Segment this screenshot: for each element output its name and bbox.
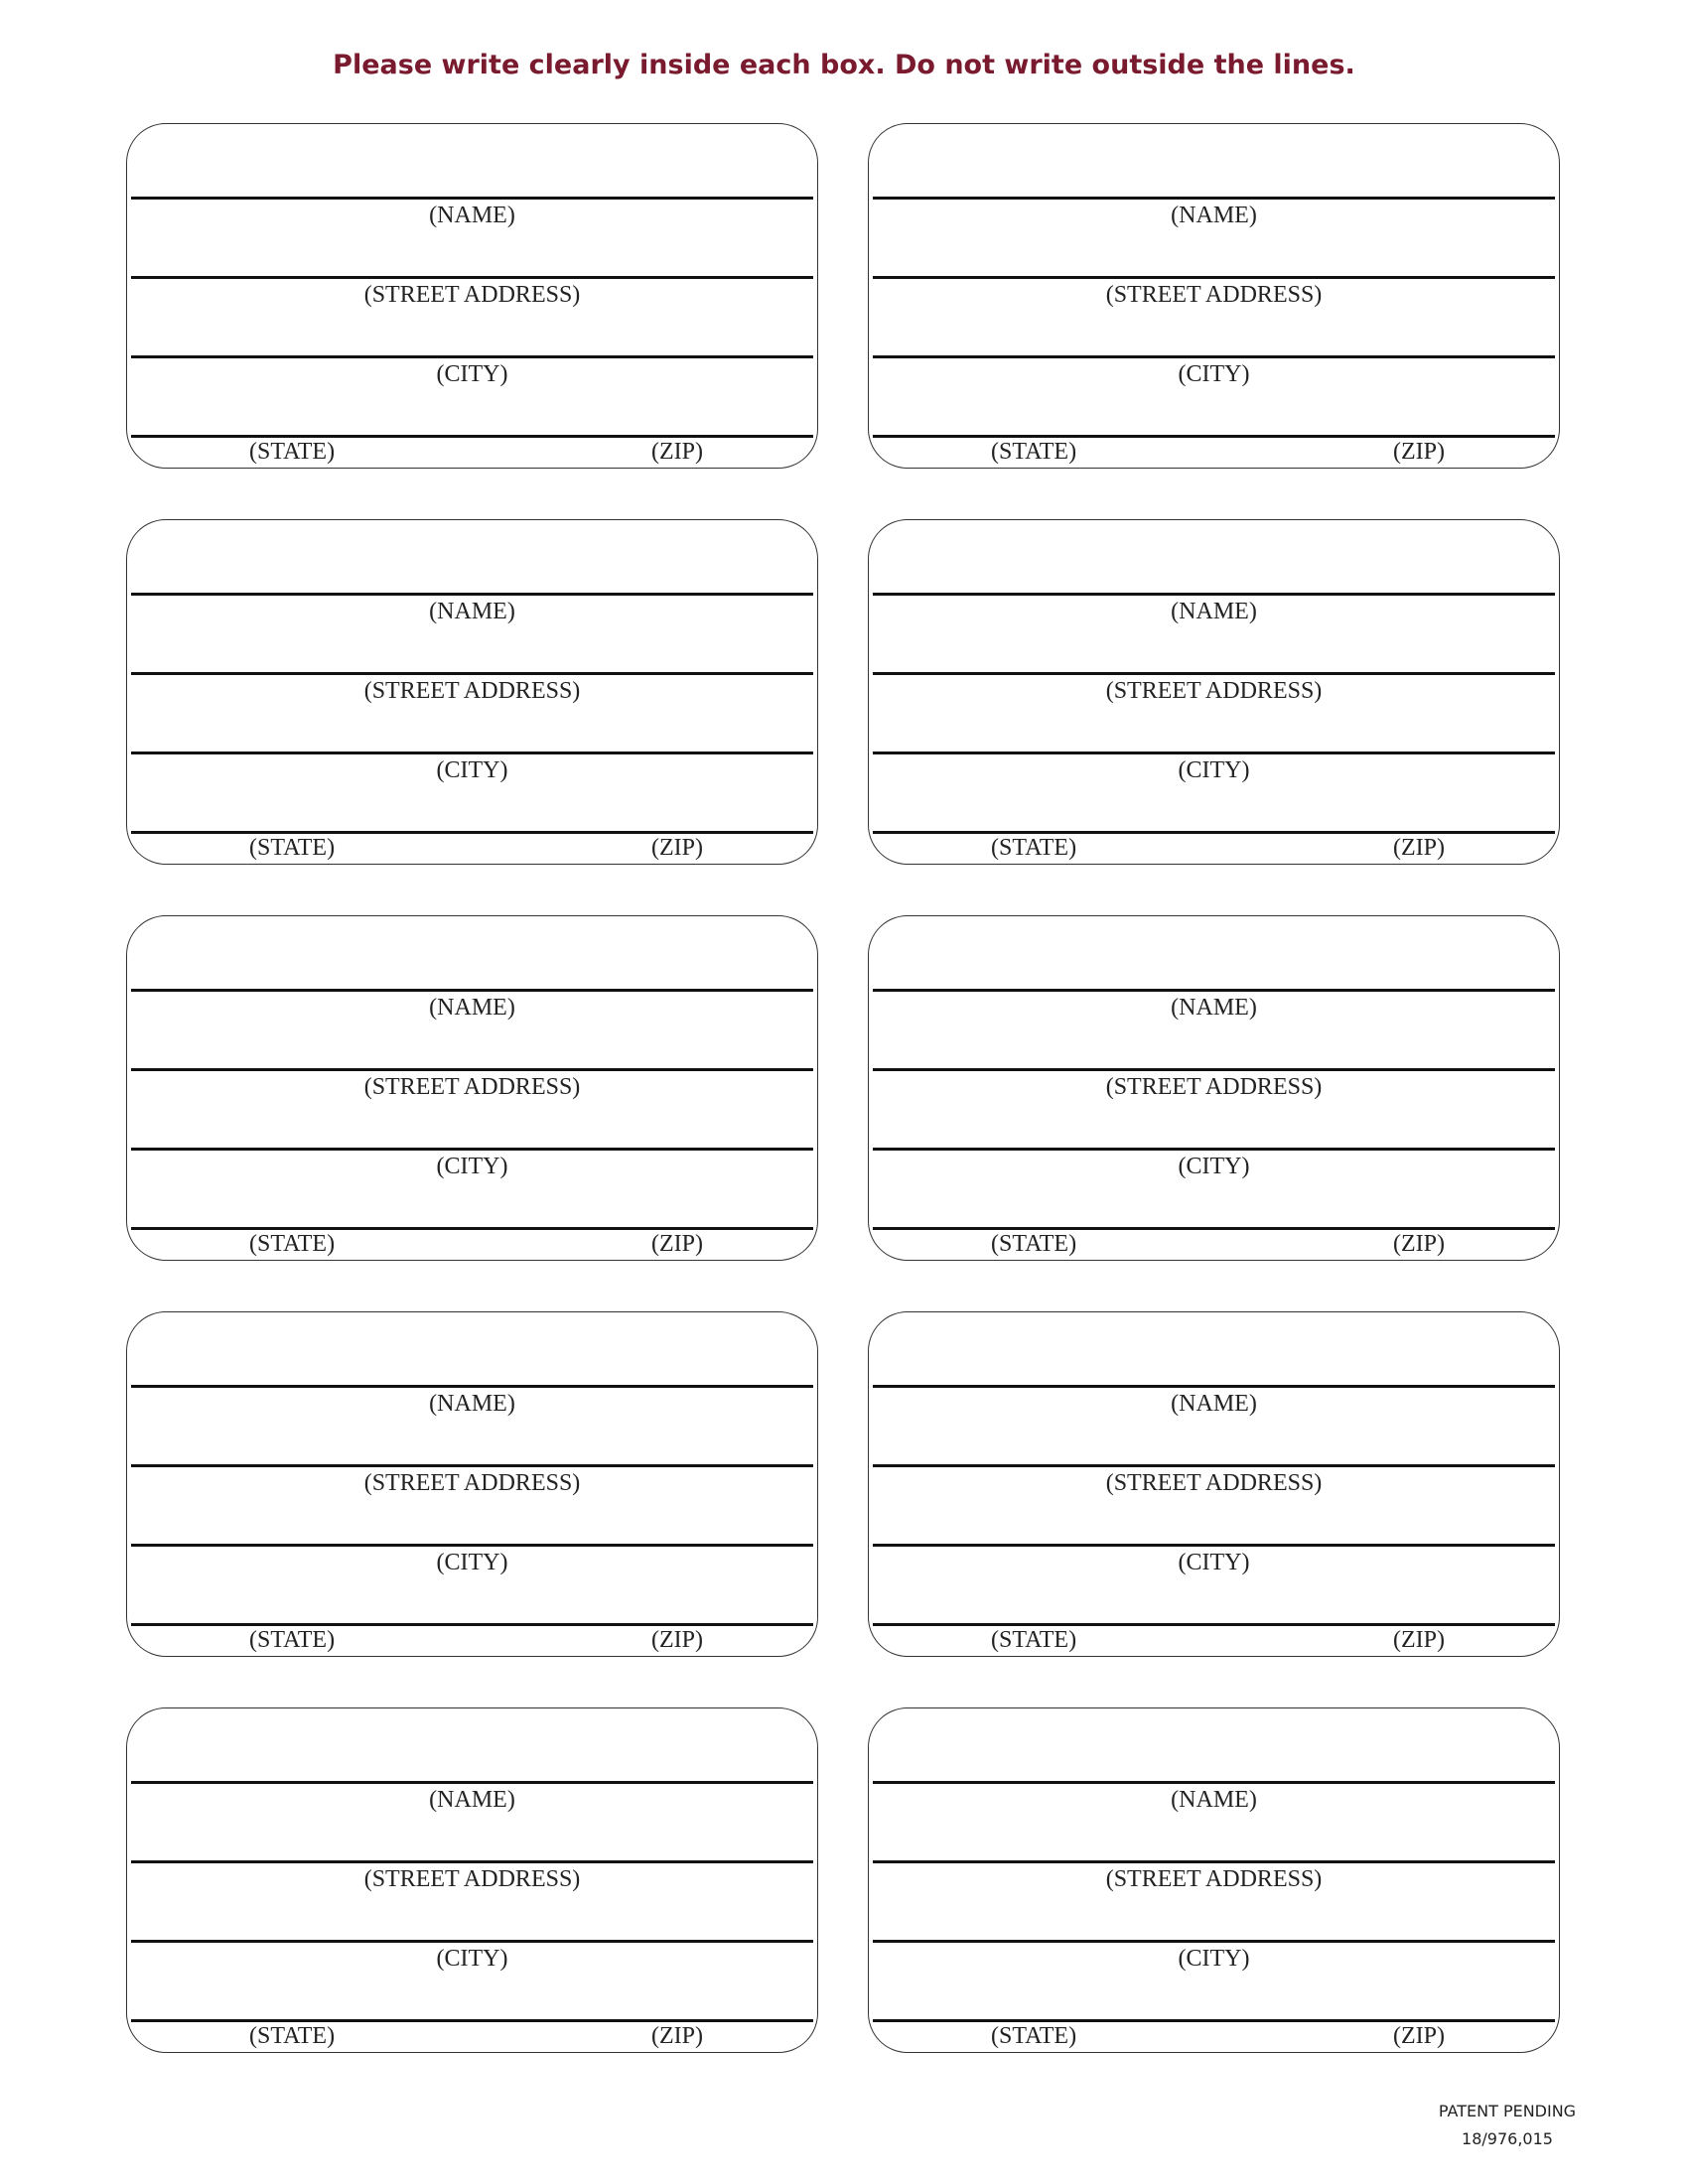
city-field-label: (CITY) [436, 361, 508, 387]
street-address-field-label: (STREET ADDRESS) [363, 1470, 581, 1496]
name-line [131, 593, 813, 596]
patent-notice [1408, 2098, 1607, 2153]
street-address-field-label: (STREET ADDRESS) [363, 282, 581, 308]
city-field-label: (CITY) [1178, 1946, 1250, 1972]
name-field-label: (NAME) [429, 1787, 515, 1813]
state-zip-line [131, 1623, 813, 1626]
address-label-card[interactable] [868, 915, 1560, 1261]
street-address-line [131, 276, 813, 279]
street-address-field-label: (STREET ADDRESS) [363, 678, 581, 704]
street-address-field-label: (STREET ADDRESS) [1105, 282, 1323, 308]
state-zip-line [873, 435, 1555, 438]
street-address-field-label: (STREET ADDRESS) [363, 1074, 581, 1100]
state-zip-line [131, 435, 813, 438]
state-zip-line [131, 1227, 813, 1230]
address-label-card[interactable] [126, 123, 818, 469]
street-address-line [131, 1860, 813, 1863]
address-label-card[interactable] [126, 1707, 818, 2053]
city-line [131, 1148, 813, 1151]
city-line [873, 1544, 1555, 1547]
street-address-field-label: (STREET ADDRESS) [1105, 1470, 1323, 1496]
name-line [131, 1385, 813, 1388]
street-address-field-label: (STREET ADDRESS) [363, 1866, 581, 1892]
address-label-card[interactable] [126, 1311, 818, 1657]
name-line [873, 593, 1555, 596]
zip-field-label: (ZIP) [1393, 1231, 1445, 1257]
state-zip-line [873, 2019, 1555, 2022]
city-field-label: (CITY) [1178, 1154, 1250, 1179]
zip-field-label: (ZIP) [1393, 439, 1445, 465]
city-line [873, 1148, 1555, 1151]
city-line [131, 751, 813, 754]
city-field-label: (CITY) [1178, 1550, 1250, 1575]
name-field-label: (NAME) [429, 1391, 515, 1417]
street-address-line [131, 1068, 813, 1071]
zip-field-label: (ZIP) [651, 439, 703, 465]
street-address-line [873, 1464, 1555, 1467]
instruction-text: Please write clearly inside each box. Do not write outside the lines. [333, 50, 1355, 80]
city-field-label: (CITY) [1178, 757, 1250, 783]
state-field-label: (STATE) [991, 835, 1077, 861]
state-field-label: (STATE) [991, 439, 1077, 465]
address-label-card[interactable] [126, 519, 818, 865]
street-address-line [873, 1068, 1555, 1071]
street-address-field-label: (STREET ADDRESS) [1105, 1074, 1323, 1100]
state-field-label: (STATE) [249, 1231, 336, 1257]
name-line [873, 197, 1555, 200]
address-label-card[interactable] [126, 915, 818, 1261]
city-field-label: (CITY) [1178, 361, 1250, 387]
zip-field-label: (ZIP) [1393, 2023, 1445, 2049]
state-field-label: (STATE) [249, 1627, 336, 1653]
street-address-line [873, 276, 1555, 279]
address-label-card[interactable] [868, 519, 1560, 865]
state-zip-line [131, 2019, 813, 2022]
patent-number-text: 18/976,015 [1462, 2129, 1553, 2148]
zip-field-label: (ZIP) [651, 835, 703, 861]
street-address-line [873, 672, 1555, 675]
name-field-label: (NAME) [1171, 203, 1257, 228]
zip-field-label: (ZIP) [651, 1627, 703, 1653]
street-address-field-label: (STREET ADDRESS) [1105, 1866, 1323, 1892]
city-field-label: (CITY) [436, 1550, 508, 1575]
name-field-label: (NAME) [1171, 599, 1257, 624]
city-field-label: (CITY) [436, 757, 508, 783]
city-line [131, 355, 813, 358]
name-field-label: (NAME) [1171, 995, 1257, 1021]
street-address-line [131, 672, 813, 675]
state-field-label: (STATE) [991, 2023, 1077, 2049]
state-field-label: (STATE) [249, 439, 336, 465]
state-field-label: (STATE) [991, 1231, 1077, 1257]
city-field-label: (CITY) [436, 1946, 508, 1972]
zip-field-label: (ZIP) [651, 2023, 703, 2049]
zip-field-label: (ZIP) [1393, 1627, 1445, 1653]
patent-pending-text: PATENT PENDING [1438, 2102, 1577, 2120]
name-line [873, 1385, 1555, 1388]
city-line [873, 1940, 1555, 1943]
name-field-label: (NAME) [429, 995, 515, 1021]
city-line [131, 1544, 813, 1547]
name-line [131, 1781, 813, 1784]
street-address-line [131, 1464, 813, 1467]
name-field-label: (NAME) [429, 599, 515, 624]
street-address-line [873, 1860, 1555, 1863]
address-label-card[interactable] [868, 1311, 1560, 1657]
city-line [873, 751, 1555, 754]
street-address-field-label: (STREET ADDRESS) [1105, 678, 1323, 704]
zip-field-label: (ZIP) [651, 1231, 703, 1257]
address-label-card[interactable] [868, 1707, 1560, 2053]
name-field-label: (NAME) [429, 203, 515, 228]
name-line [873, 989, 1555, 992]
address-labels-grid [126, 123, 1560, 2053]
state-field-label: (STATE) [249, 2023, 336, 2049]
city-line [873, 355, 1555, 358]
state-zip-line [873, 1623, 1555, 1626]
city-line [131, 1940, 813, 1943]
address-label-card[interactable] [868, 123, 1560, 469]
name-line [131, 989, 813, 992]
name-field-label: (NAME) [1171, 1787, 1257, 1813]
state-zip-line [873, 1227, 1555, 1230]
city-field-label: (CITY) [436, 1154, 508, 1179]
state-zip-line [131, 831, 813, 834]
state-field-label: (STATE) [991, 1627, 1077, 1653]
name-line [131, 197, 813, 200]
zip-field-label: (ZIP) [1393, 835, 1445, 861]
state-zip-line [873, 831, 1555, 834]
state-field-label: (STATE) [249, 835, 336, 861]
name-field-label: (NAME) [1171, 1391, 1257, 1417]
name-line [873, 1781, 1555, 1784]
